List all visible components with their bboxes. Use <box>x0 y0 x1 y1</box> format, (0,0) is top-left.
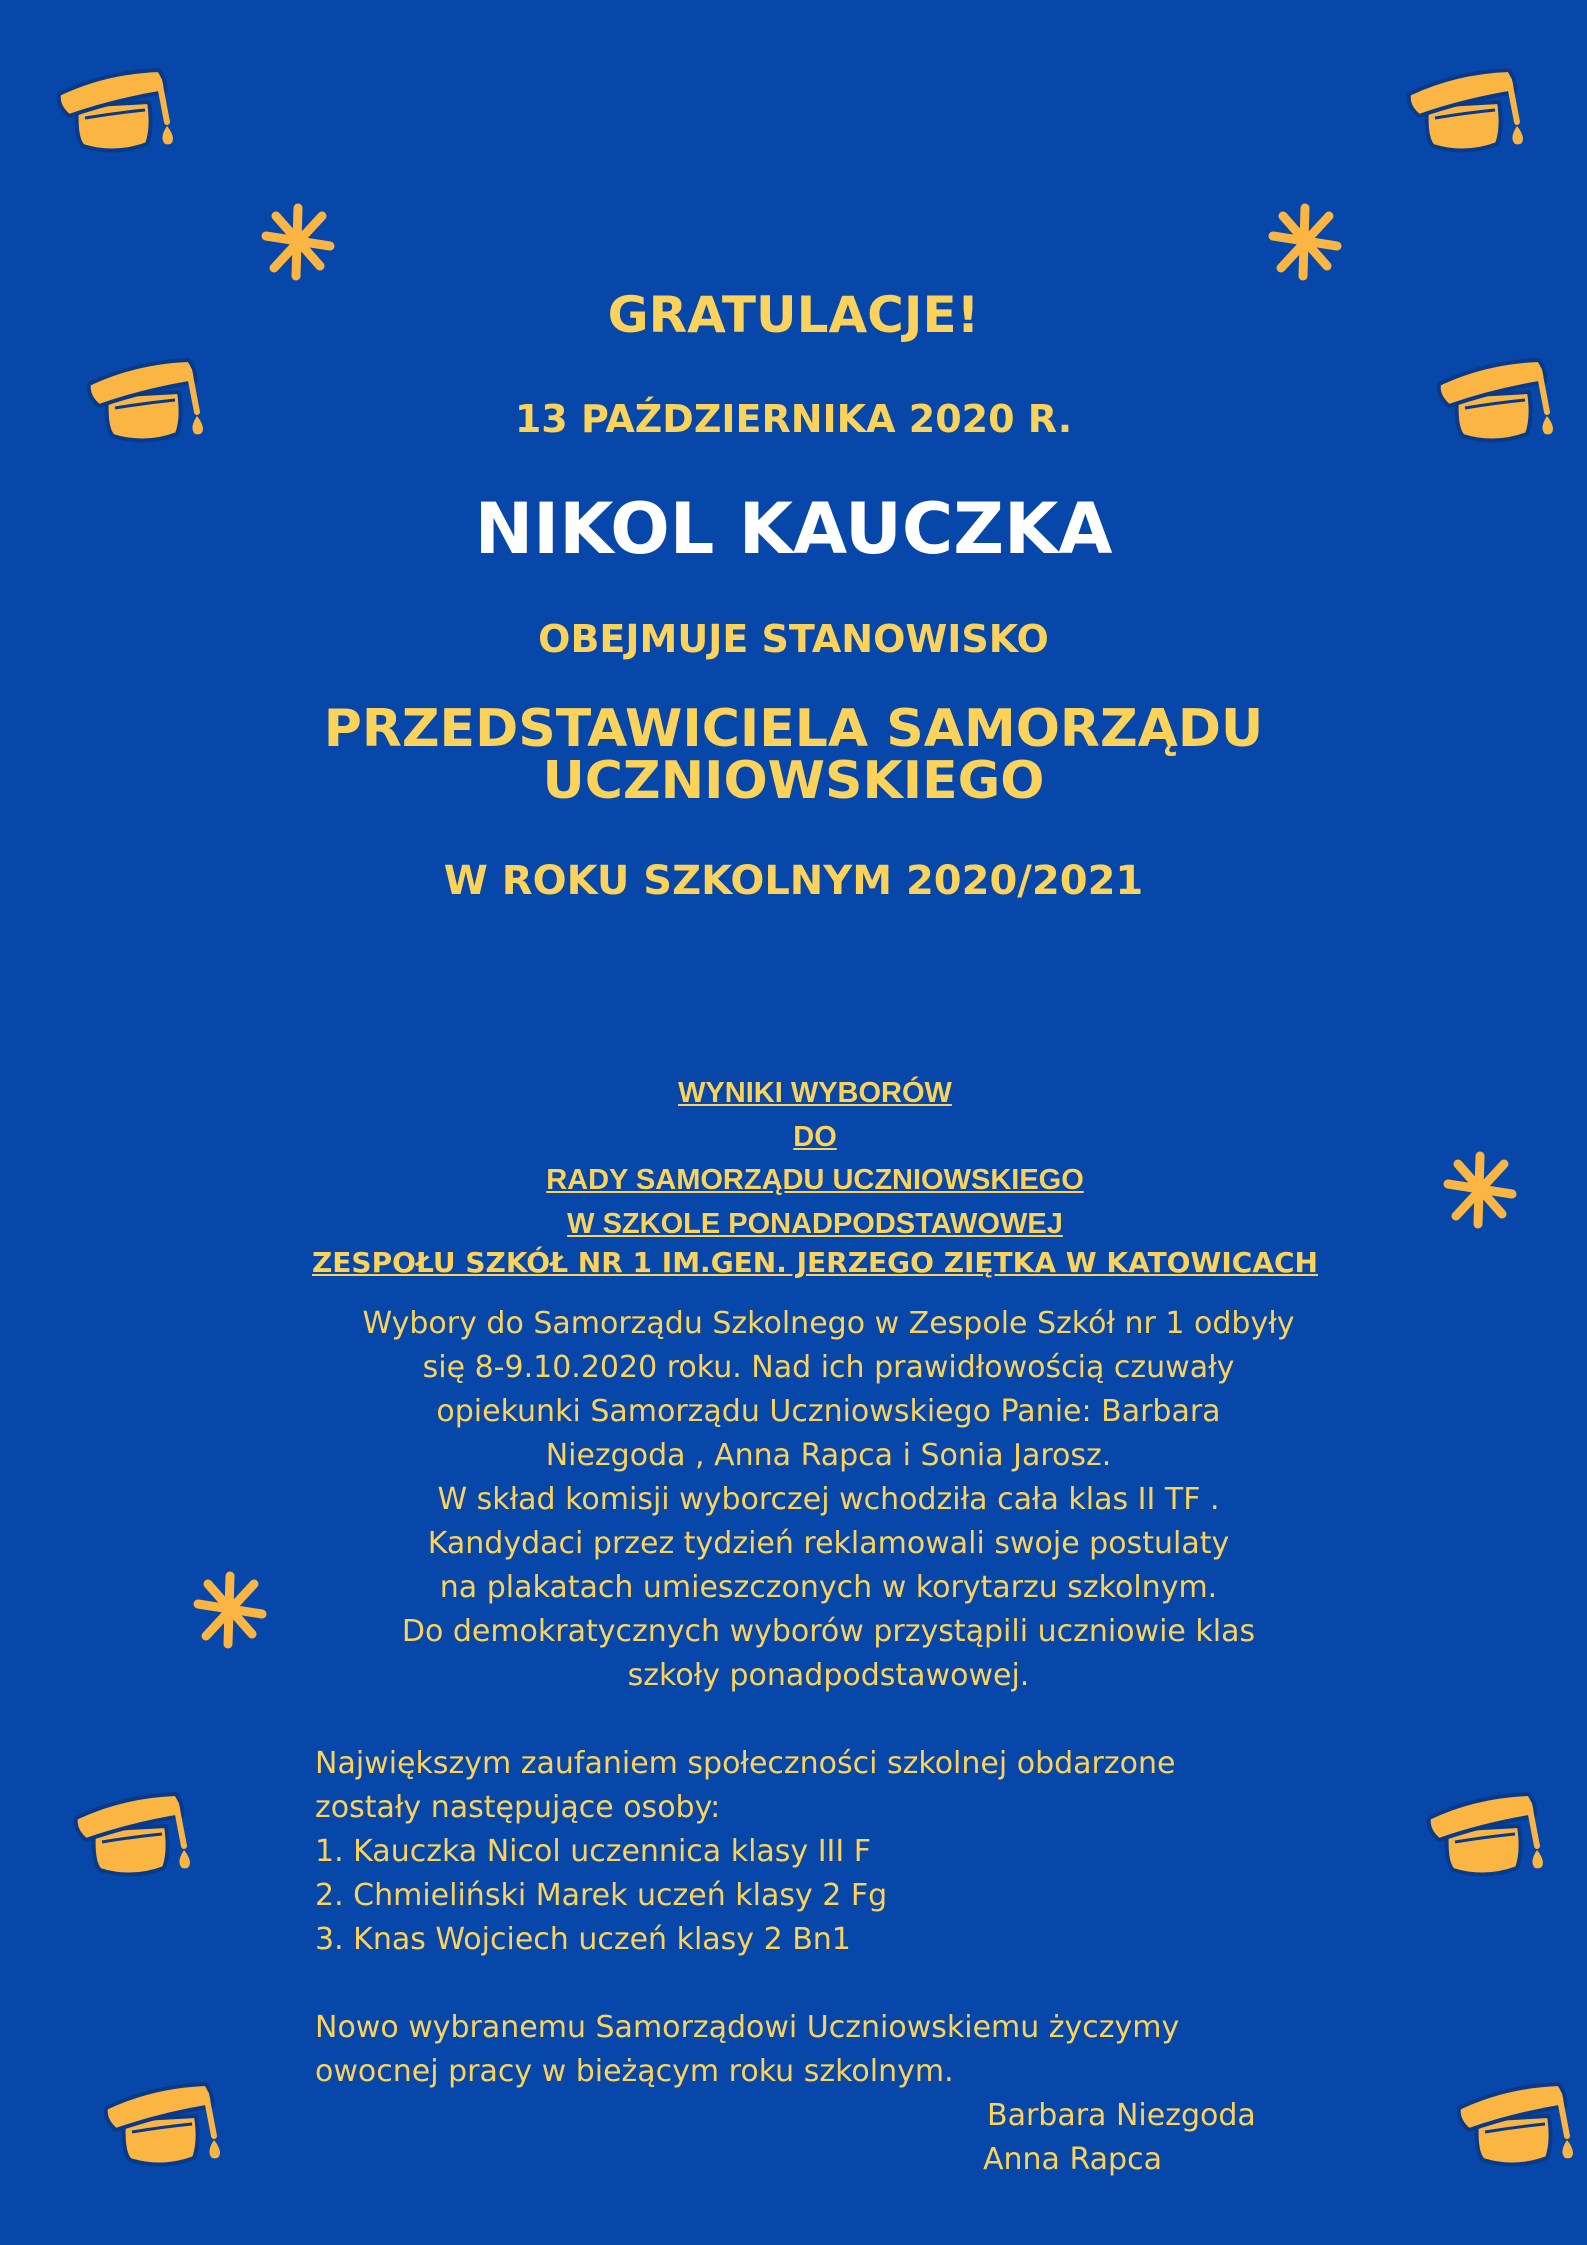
honoree-name: NIKOL KAUCZKA <box>474 488 1113 570</box>
graduation-cap-icon <box>1425 1782 1555 1892</box>
description-line: na plakatach umieszczonych w korytarzu szkolnym. <box>439 1570 1218 1605</box>
results-heading-line: ZESPOŁU SZKÓŁ NR 1 IM.GEN. JERZEGO ZIĘTKA W KATOWICACH <box>311 1246 1318 1279</box>
graduation-cap-icon <box>1435 348 1565 458</box>
winner-item: 3. Knas Wojciech uczeń klasy 2 Bn1 <box>315 1922 851 1957</box>
description-line: Niezgoda , Anna Rapca i Sonia Jarosz. <box>545 1438 1112 1473</box>
announcement-date: 13 PAŹDZIERNIKA 2020 R. <box>514 397 1073 441</box>
description-line: W skład komisji wyborczej wchodziła cała klas II TF . <box>437 1482 1220 1517</box>
graduation-cap-icon <box>85 348 215 458</box>
winner-item: 2. Chmieliński Marek uczeń klasy 2 Fg <box>315 1878 888 1913</box>
winner-item: 1. Kauczka Nicol uczennica klasy III F <box>315 1834 872 1869</box>
graduation-cap-icon <box>1455 2072 1585 2182</box>
star-sparkle-icon <box>1440 1150 1520 1230</box>
signature-anna-rapca: Anna Rapca <box>983 2142 1162 2177</box>
description-line: Kandydaci przez tydzień reklamowali swoje postulaty <box>427 1526 1230 1561</box>
star-sparkle-icon <box>1265 202 1345 282</box>
school-year: W ROKU SZKOLNYM 2020/2021 <box>443 858 1144 904</box>
closing-line: owocnej pracy w bieżącym roku szkolnym. <box>315 2054 954 2089</box>
role-title-line-2: UCZNIOWSKIEGO <box>542 751 1045 811</box>
role-title-line-1: PRZEDSTAWICIELA SAMORZĄDU <box>323 699 1264 759</box>
star-sparkle-icon <box>190 1570 270 1650</box>
results-heading-line: RADY SAMORZĄDU UCZNIOWSKIEGO <box>546 1164 1084 1196</box>
description-line: opiekunki Samorządu Uczniowskiego Panie: Barbara <box>436 1394 1221 1429</box>
star-sparkle-icon <box>258 202 338 282</box>
results-heading-line: WYNIKI WYBORÓW <box>678 1077 952 1109</box>
winners-intro-line: zostały następujące osoby: <box>315 1790 721 1825</box>
graduation-cap-icon <box>1405 58 1535 168</box>
results-heading-line: DO <box>793 1121 837 1153</box>
results-heading-line: W SZKOLE PONADPODSTAWOWEJ <box>567 1208 1063 1240</box>
signature-barbara-niezgoda: Barbara Niezgoda <box>987 2098 1256 2133</box>
description-line: się 8-9.10.2020 roku. Nad ich prawidłowością czuwały <box>422 1350 1235 1385</box>
graduation-cap-icon <box>72 1782 202 1892</box>
description-line: Do demokratycznych wyborów przystąpili uczniowie klas <box>401 1614 1256 1649</box>
winners-intro-line: Największym zaufaniem społeczności szkolnej obdarzone <box>315 1746 1176 1781</box>
description-line: szkoły ponadpodstawowej. <box>627 1658 1030 1693</box>
graduation-cap-icon <box>102 2072 232 2182</box>
graduation-cap-icon <box>55 58 185 168</box>
page-title: GRATULACJE! <box>607 286 980 344</box>
description-line: Wybory do Samorządu Szkolnego w Zespole Szkół nr 1 odbyły <box>362 1306 1295 1341</box>
closing-line: Nowo wybranemu Samorządowi Uczniowskiemu życzymy <box>315 2010 1180 2045</box>
role-intro: OBEJMUJE STANOWISKO <box>538 617 1049 661</box>
